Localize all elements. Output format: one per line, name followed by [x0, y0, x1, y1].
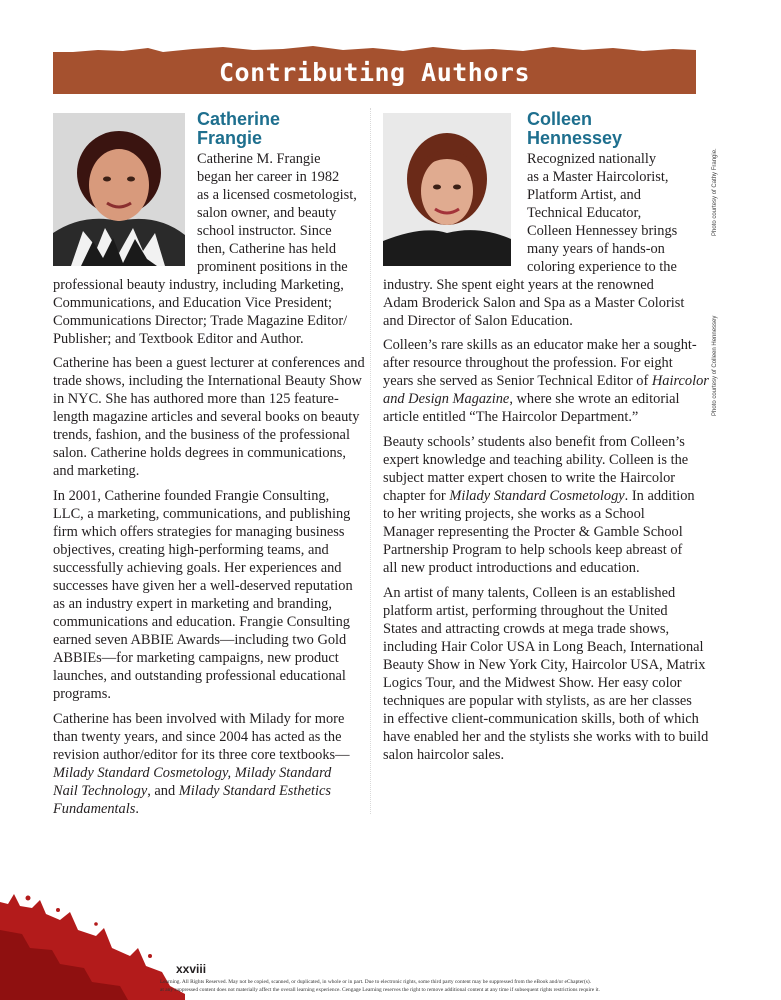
ink-splash-decoration: [0, 890, 185, 1000]
colleen-intro: Recognized nationally as a Master Haircolorist, Platform Artist, and Technical Educator, Colleen Hennessey brings many years of hands-on coloring experience to the: [527, 151, 678, 275]
catherine-intro: Catherine M. Frangie began her career in 1982 as a licensed cosmetologist, salon owner, and beauty school instructor. Since then, Catherine has held prominent positions in the: [197, 151, 357, 275]
catherine-frangie-photo: [53, 113, 185, 266]
photo-credit-colleen: Photo courtesy of Colleen Hennessey: [712, 315, 718, 416]
page-title: Contributing Authors: [218, 58, 531, 87]
catherine-intro-continued: professional beauty industry, including Marketing, Communications, and Education Vice President; Communications Director; Trade Magazine Editor/ Publisher; and Textbook Editor and Author.: [53, 277, 348, 347]
colleen-paragraph-2: Colleen’s rare skills as an educator make her a sought- after resource throughout the profession. For eight years she served as Senior Technical Editor of Haircolor and Design Magazine, where she wrote an editorial article entitled “The Haircolor Department.”: [383, 337, 709, 425]
column-divider: [370, 108, 371, 814]
catherine-paragraph-3: In 2001, Catherine founded Frangie Consulting, LLC, a marketing, communications, and publishing firm which offers strategies for managing business objectives, creating high-performing teams, and successfully achieving goals. Her experiences and successes have given her a well-deserved reputation as an industry expert in marketing and branding, communications and education. Frangie Consulting earned seven ABBIE Awards—including two Gold ABBIEs—for marketing campaigns, new product launches, and outstanding professional educational programs.: [53, 488, 353, 702]
colleen-hennessey-photo: [383, 113, 511, 266]
catherine-paragraph-2: Catherine has been a guest lecturer at conferences and trade shows, including the International Beauty Show in NYC. She has authored more than 125 feature- length magazine articles and several books on beauty trends, fashion, and the business of the professional salon. Catherine holds degrees in communications, and marketing.: [53, 355, 365, 479]
catherine-paragraph-4: Catherine has been involved with Milady for more than twenty years, and since 2004 has acted as the revision author/editor for its three core textbooks— Milady Standard Cosmetology, Milady Standard Nail Technology, and Milady Standard Esthetics Fundamentals.: [53, 711, 350, 817]
colleen-paragraph-4: An artist of many talents, Colleen is an established platform artist, performing throughout the United States and attracting crowds at mega trade shows, including Hair Color USA in Long Beach, International Beauty Show in New York City, Haircolor USA, Matrix Logics Tour, and the Midwest Show. Her easy color techniques are popular with stylists, as are her classes in effective client-communication skills, both of which have enabled her and the stylists she works with to build salon haircolor sales.: [383, 585, 709, 763]
photo-credit-cathy: Photo courtesy of Cathy Frangie.: [712, 148, 718, 236]
page-number: xxviii: [176, 962, 207, 976]
colleen-paragraph-3: Beauty schools’ students also benefit from Colleen’s expert knowledge and teaching ability. Colleen is the subject matter expert chosen to write the Haircolor chapter for Milady Standard Cosmetology. In addition to her writing projects, she works as a School Manager representing the Procter & Gamble School Partnership Program to help schools keep abreast of all new product introductions and education.: [383, 434, 695, 576]
author-name-colleen: Colleen Hennessey: [527, 109, 623, 148]
colleen-intro-continued: industry. She spent eight years at the renowned Adam Broderick Salon and Spa as a Master Colorist and Director of Salon Education.: [383, 277, 685, 329]
copyright-notice: Learning. All Rights Reserved. May not be copied, scanned, or duplicated, in whole or in part. Due to electronic rights, some third party content may be suppressed from the eBook and/or eChapter(s). at any suppressed content does not materially affect the overall learning experience. Cengage Learning reserves the right to remove additional content at any time if subsequent rights restrictions require it.: [160, 979, 600, 993]
author-name-catherine: Catherine Frangie: [197, 109, 281, 148]
